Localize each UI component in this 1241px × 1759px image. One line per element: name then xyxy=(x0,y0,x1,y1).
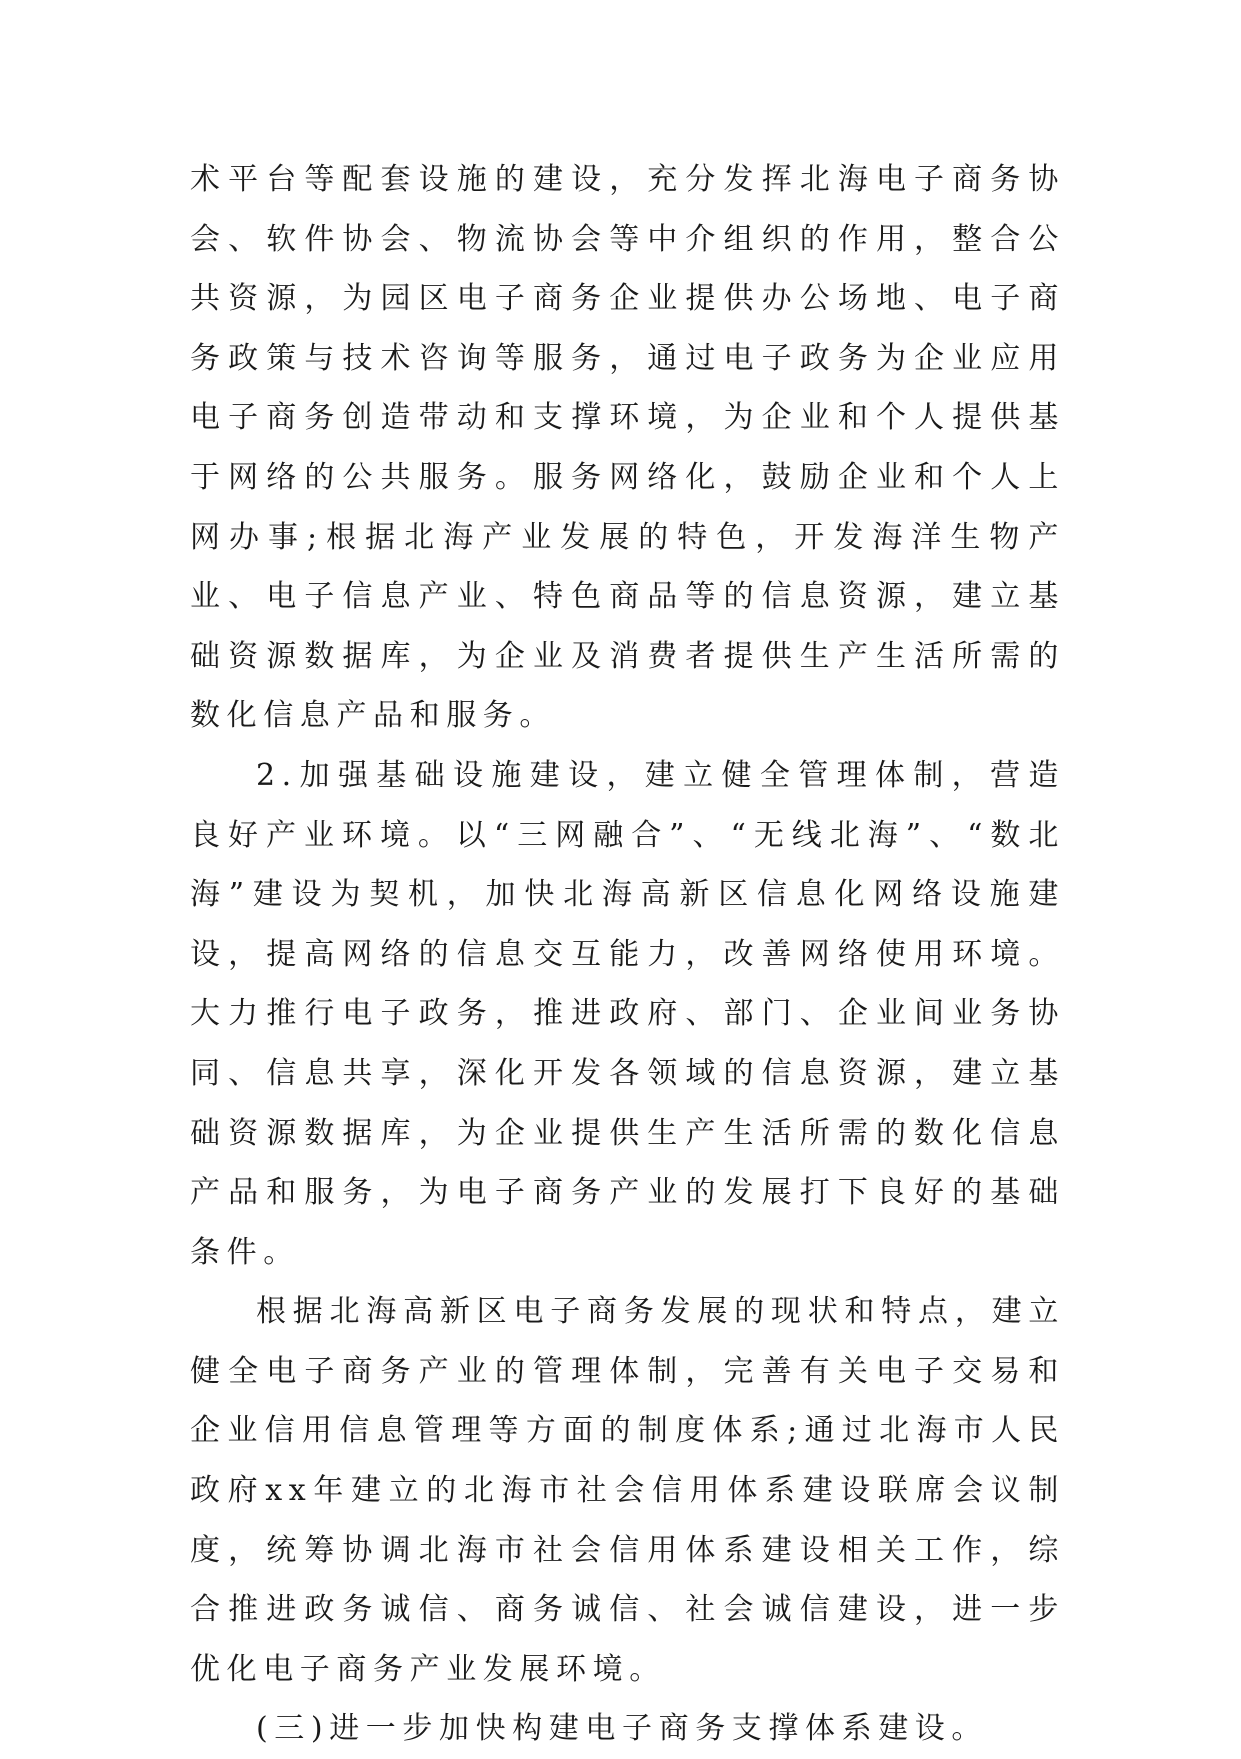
paragraph-section-2: 2.加强基础设施建设，建立健全管理体制，营造良好产业环境。以“三网融合”、“无线北海”、“数北海”建设为契机，加快北海高新区信息化网络设施建设，提高网络的信息交互能力，改善网络使用环境。大力推行电子政务，推进政府、部门、企业间业务协同、信息共享，深化开发各领域的信息资源，建立基础资源数据库，为企业提供生产生活所需的数化信息产品和服务，为电子商务产业的发展打下良好的基础条件。 xyxy=(190,757,1065,1270)
section-heading-3: (三)进一步加快构建电子商务支撑体系建设。 xyxy=(256,1711,989,1747)
document-body xyxy=(190,150,1065,1759)
paragraph-management: 根据北海高新区电子商务发展的现状和特点，建立健全电子商务产业的管理体制，完善有关电子交易和企业信用信息管理等方面的制度体系;通过北海市人民政府xx年建立的北海市社会信用体系建设联席会议制度，统筹协调北海市社会信用体系建设相关工作，综合推进政务诚信、商务诚信、社会诚信建设，进一步优化电子商务产业发展环境。 xyxy=(190,1294,1065,1687)
paragraph-continued: 术平台等配套设施的建设，充分发挥北海电子商务协会、软件协会、物流协会等中介组织的作用，整合公共资源，为园区电子商务企业提供办公场地、电子商务政策与技术咨询等服务，通过电子政务为企业应用电子商务创造带动和支撑环境，为企业和个人提供基于网络的公共服务。服务网络化，鼓励企业和个人上网办事;根据北海产业发展的特色，开发海洋生物产业、电子信息产业、特色商品等的信息资源，建立基础资源数据库，为企业及消费者提供生产生活所需的数化信息产品和服务。 xyxy=(190,162,1065,734)
